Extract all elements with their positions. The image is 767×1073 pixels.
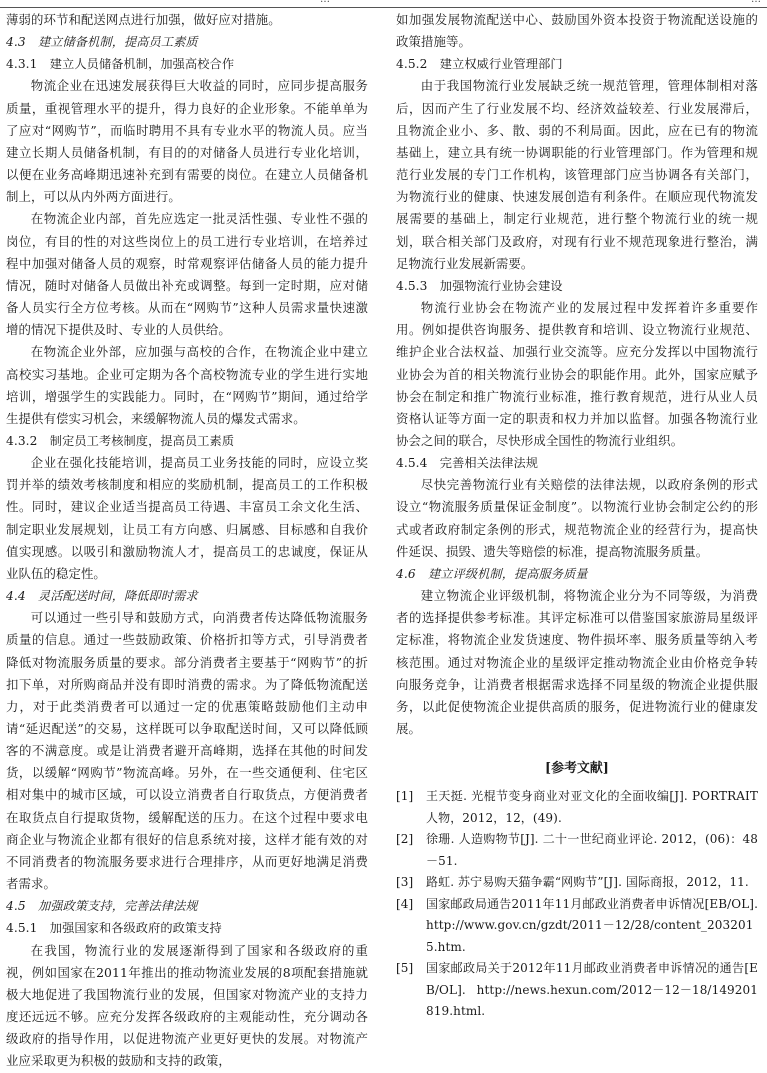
left-column bbox=[6, 9, 368, 1069]
body-paragraph: 物流企业在迅速发展获得巨大收益的同时，应同步提高服务质量，重视管理水平的提升，得力良好的企业形象。不能单单为了应对“网购节”，而临时聘用不具有专业水平的物流人员。应当建立长期人员储备机制，有目的的对储备人员进行专业化培训，以便在业务高峰期迅速补充到有需要的岗位。在建立人员储备机制上，可以从内外两方面进行。 bbox=[6, 78, 368, 205]
running-header-right bbox=[751, 0, 761, 5]
section-heading: 4.3.1 建立人员储备机制，加强高校合作 bbox=[6, 57, 235, 72]
page-header-rule bbox=[0, 0, 767, 8]
body-paragraph: 如加强发展物流配送中心、鼓励国外资本投资于物流配送设施的政策措施等。 bbox=[396, 12, 758, 50]
body-paragraph: 由于我国物流行业发展缺乏统一规范管理，管理体制相对落后，因而产生了行业发展不均、经济效益较差、行业发展滞后，且物流企业小、多、散、弱的不利局面。因此，应在已有的物流基础上，建立具有统一协调职能的行业管理部门。作为管理和规范行业发展的专门工作机构，该管理部门应当协调各有关部门，为物流行业的健康、快速发展创造有利条件。在顺应现代物流发展需要的基础上，制定行业规范，进行整个物流行业的统一规划，联合相关部门及政府，对现有行业不规范现象进行整治，满足物流行业发展新需要。 bbox=[396, 78, 758, 271]
reference-number: [4] bbox=[396, 896, 414, 911]
body-paragraph: 物流行业协会在物流产业的发展过程中发挥着许多重要作用。例如提供咨询服务、提供教育和培训、设立物流行业规范、维护企业合法权益、加强行业交流等。应充分发挥以中国物流行业协会为首的相关物流行业协会的职能作用。此外，国家应赋予协会在制定和推广物流行业标准，推行教育规范，进行从业人员资格认证等方面一定的职责和权力并加以监督。加强各物流行业协会之间的联合，尽快形成全国性的物流行业组织。 bbox=[396, 300, 758, 448]
section-heading: 4.5.4 完善相关法律法规 bbox=[396, 456, 539, 471]
section-heading: 4.5.3 加强物流行业协会建设 bbox=[396, 278, 563, 293]
reference-entry bbox=[396, 872, 758, 894]
body-paragraph: 建立物流企业评级机制，将物流企业分为不同等级，为消费者的选择提供参考标准。其评定标准可以借鉴国家旅游局星级评定标准，将物流企业发货速度、物件损坏率、服务质量等纳入考核范围。通过对物流企业的星级评定推动物流企业由价格竞争转向服务竞争，让消费者根据需求选择不同星级的物流企业提供服务，以此促使物流企业提供高质的服务，促进物流行业的健康发展。 bbox=[396, 588, 758, 736]
reference-entry bbox=[396, 786, 758, 829]
section-heading: 4.5.2 建立权威行业管理部门 bbox=[396, 57, 563, 72]
body-paragraph: 在我国，物流行业的发展逐渐得到了国家和各级政府的重视，例如国家在2011年推出的推动物流业发展的8项配套措施就极大地促进了我国物流行业的发展，但国家对物流产业的支持力度还远远不够。应充分发挥各级政府的主观能动性，充分调动各级政府的指导作用，以促进物流产业更好更快的发展。对物流产业应采取更为积极的鼓励和支持的政策， bbox=[6, 942, 368, 1069]
reference-text: 国家邮政局关于2012年11月邮政业消费者申诉情况的通告[EB/OL]. http://news.hexun.com/2012－12－18/149201819.html. bbox=[426, 961, 758, 1019]
body-paragraph: 尽快完善物流行业有关赔偿的法律法规，以政府条例的形式设立“物流服务质量保证金制度”。以物流行业协会制定公约的形式或者政府制定条例的形式，规范物流企业的经营行为，提高快件延误、损毁、遗失等赔偿的标准，提高物流服务质量。 bbox=[396, 477, 758, 559]
reference-text: 路虹. 苏宁易购天猫争霸“网购节”[J]. 国际商报，2012，11. bbox=[426, 875, 749, 890]
section-heading: 4.3 建立储备机制，提高员工素质 bbox=[6, 35, 198, 50]
section-heading: 4.4 灵活配送时间，降低即时需求 bbox=[6, 589, 198, 604]
section-heading: 4.3.2 制定员工考核制度，提高员工素质 bbox=[6, 433, 235, 448]
reference-entry bbox=[396, 958, 758, 1023]
reference-number: [3] bbox=[396, 875, 414, 890]
reference-text: 国家邮政局通告2011年11月邮政业消费者申诉情况[EB/OL]. http://www.gov.cn/gzdt/2011－12/28/content_2032015.htm. bbox=[426, 896, 758, 954]
references-list bbox=[396, 786, 758, 1023]
body-paragraph: 薄弱的环节和配送网点进行加强，做好应对措施。 bbox=[6, 12, 281, 27]
reference-number: [1] bbox=[396, 789, 414, 804]
reference-text: 王天挺. 光棍节变身商业对亚文化的全面收编[J]. PORTRAIT人物，2012，12，(49). bbox=[426, 789, 758, 825]
body-paragraph: 在物流企业内部，首先应选定一批灵活性强、专业性不强的岗位，有目的性的对这些岗位上的员工进行专业培训，在培养过程中加强对储备人员的观察，时常观察评估储备人员的能力提升情况，随时对储备人员做出补充或调整。每到一定时期，应对储备人员实行全方位考核。从而在“网购节”这种人员需求量快速激增的情况下提供及时、专业的人员供给。 bbox=[6, 211, 368, 338]
body-paragraph: 可以通过一些引导和鼓励方式，向消费者传达降低物流服务质量的信息。通过一些鼓励政策、价格折扣等方式，引导消费者降低对物流服务质量的要求。部分消费者主要基于“网购节”的折扣下单，对所购商品并没有即时消费的需求。为了降低物流配送力，对于此类消费者可以通过一定的优惠策略鼓励他们主动申请“延迟配送”的交易，这样既可以争取配送时间，又可以降低顾客的不满意度。或是让消费者避开高峰期，选择在其他的时间发货，以缓解“网购节”物流高峰。另外，在一些交通便利、住宅区相对集中的城市区域，可以设立消费者自行取货点，方便消费者在取货点自行提取货物，缓解配送的压力。在这个过程中要求电商企业与物流企业都有很好的信息系统对接，这样才能有效的对不同消费者的物流服务要求进行合理排序，从而更好地满足消费者需求。 bbox=[6, 610, 368, 892]
right-column-body bbox=[396, 9, 758, 740]
body-paragraph: 企业在强化技能培训，提高员工业务技能的同时，应设立奖罚并举的绩效考核制度和相应的奖励机制，提高员工的工作积极性。同时，建议企业适当提高员工待遇、丰富员工余文化生活、制定职业发展规划，让员工有方向感、归属感、目标感和自我价值实现感。以吸引和激励物流人才，提高员工的忠诚度，保证从业队伍的稳定性。 bbox=[6, 455, 368, 581]
right-column bbox=[396, 9, 758, 1047]
section-heading: 4.5.1 加强国家和各级政府的政策支持 bbox=[6, 921, 222, 936]
references-title: [参考文献] bbox=[545, 761, 609, 777]
reference-number: [2] bbox=[396, 832, 414, 847]
section-heading: 4.6 建立评级机制，提高服务质量 bbox=[396, 566, 588, 581]
section-heading: 4.5 加强政策支持，完善法律法规 bbox=[6, 899, 198, 914]
reference-number: [5] bbox=[396, 961, 414, 976]
reference-entry bbox=[396, 894, 758, 959]
body-paragraph: 在物流企业外部，应加强与高校的合作，在物流企业中建立高校实习基地。企业可定期为各个高校物流专业的学生进行实地培训，增强学生的实践能力。同时，在“网购节”期间，通过给学生提供有偿实习机会，来缓解物流人员的爆发式需求。 bbox=[6, 344, 368, 426]
reference-entry bbox=[396, 829, 758, 872]
running-header-left bbox=[320, 0, 330, 5]
reference-text: 徐珊. 人造购物节[J]. 二十一世纪商业评论. 2012，(06)：48－51. bbox=[426, 832, 758, 868]
